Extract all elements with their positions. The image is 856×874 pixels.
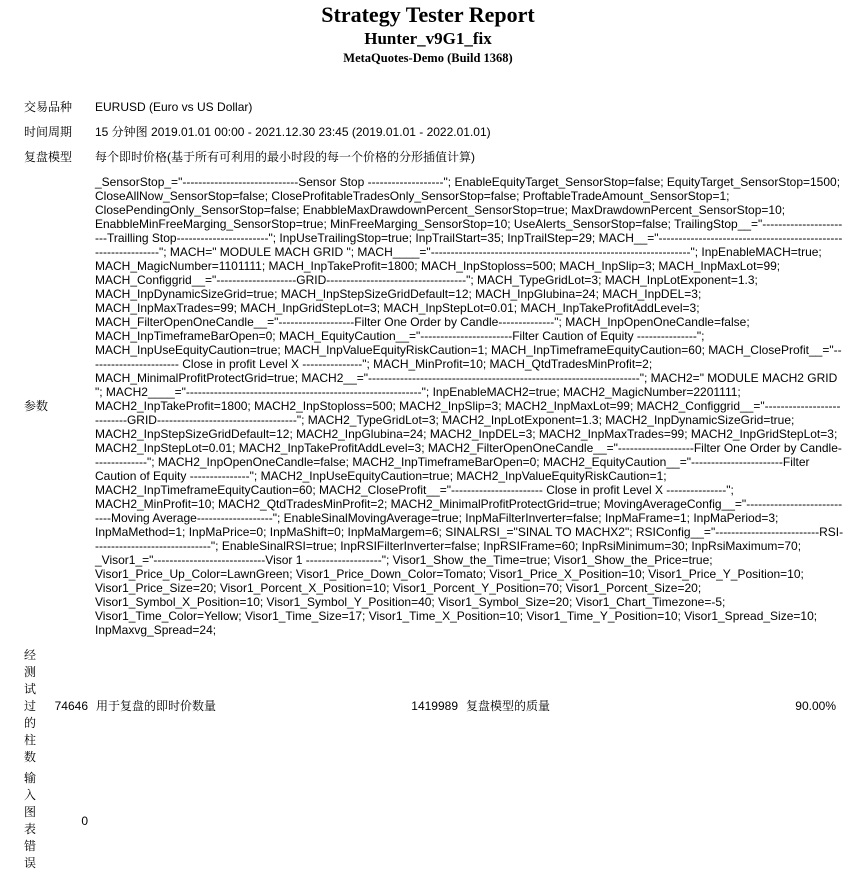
- table-row-parameters: [24, 175, 844, 637]
- model-value: 每个即时价格(基于所有可利用的最小时段的每一个价格的分形插值计算): [95, 150, 475, 164]
- strategy-tester-report: [0, 2, 856, 874]
- chart-errors-value: 0: [81, 813, 88, 828]
- bars-in-test-value: 74646: [54, 699, 88, 713]
- symbol-value: EURUSD (Euro vs US Dollar): [95, 100, 253, 114]
- table-row-chart-errors: [24, 768, 836, 874]
- modelling-quality-value: 90.00%: [795, 699, 836, 713]
- table-row-period: [24, 125, 844, 150]
- empty-cell: [88, 768, 836, 874]
- ticks-modelled-value: 1419989: [411, 699, 458, 713]
- model-label: 复盘模型: [24, 150, 73, 164]
- report-stats-table: [24, 645, 836, 874]
- report-info-table: [24, 100, 844, 637]
- server-build: MetaQuotes-Demo (Build 1368): [343, 51, 513, 65]
- modelling-quality-label: 复盘模型的质量: [466, 699, 551, 713]
- chart-errors-label: 输入图表错误: [24, 771, 37, 870]
- bars-in-test-label: 经测试过的柱数: [24, 648, 37, 764]
- period-value: 15 分钟图 2019.01.01 00:00 - 2021.12.30 23:45 (2019.01.01 - 2022.01.01): [95, 125, 491, 139]
- table-row-model: [24, 150, 844, 175]
- symbol-label: 交易品种: [24, 100, 73, 114]
- ticks-modelled-label: 用于复盘的即时价数量: [96, 699, 217, 713]
- parameters-value: _SensorStop_="-----------------------------Sensor Stop -------------------"; EnableEquityTarget_SensorStop=false; EquityTarget_SensorStop=1500; CloseAllNow_SensorStop=false; CloseProfitableTradesOnly_SensorStop=false; ProftableTradeAmount_SensorStop=1; ClosePendingOnly_SensorStop=false; EnabbleMaxDrawdownPercent_SensorStop=true; MaxDrawdownPercent_SensorStop=10; EnabbleMinFreeMarging_SensorStop=true; MinFreeMarging_SensorStop=10; UseAlerts_SensorStop=false; TrailingStop__="-----------------------Trailling Stop-----------------------"; InpUseTrailingStop=true; InpTrailStart=35; InpTrailStep=29; MACH__="--------------------------------------------------------------"; MACH=" MODULE MACH GRID "; MACH____="-----------------------------------------------------------------"; InpEnableMACH=true; MACH_MagicNumber=1101111; MACH_InpTakeProfit=1800; MACH_InpStoploss=500; MACH_InpSlip=3; MACH_InpMaxLot=99; MACH_Configgrid__="--------------------GRID-----------------------------------"; MACH_TypeGridLot=3; MACH_InpLotExponent=1.3; MACH_InpDynamicSizeGrid=true; MACH_InpStepSizeGridDefault=12; MACH_InpGlubina=24; MACH_InpDEL=3; MACH_InpMaxTrades=99; MACH_InpGridStepLot=3; MACH_InpStepLot=0.01; MACH_InpTakeProfitAddLevel=3; MACH_FilterOpenOneCandle__="-------------------Filter One Order by Candle--------------"; MACH_InpOpenOneCandle=false; MACH_InpTimeframeBarOpen=0; MACH_EquityCaution__="-----------------------Filter Caution of Equity ---------------"; MACH_InpUseEquityCaution=true; MACH_InpValueEquityRiskCaution=1; MACH_InpTimeframeEquityCaution=60; MACH_CloseProfit__="----------------------- Close in profit Level X ---------------"; MACH_MinProfit=10; MACH_QtdTradesMinProfit=2; MACH_MinimalProfitProtectGrid=true; MACH2__="--------------------------------------------------------------------"; MACH2=" MODULE MACH2 GRID "; MACH2____="-----------------------------------------------------------"; InpEnableMACH2=true; MACH2_MagicNumber=2201111; MACH2_InpTakeProfit=1800; MACH2_InpStoploss=500; MACH2_InpSlip=3; MACH2_InpMaxLot=99; MACH2_Configgrid__="---------------------------GRID-----------------------------------"; MACH2_TypeGridLot=3; MACH2_InpLotExponent=1.3; MACH2_InpDynamicSizeGrid=true; MACH2_InpStepSizeGridDefault=12; MACH2_InpGlubina=24; MACH2_InpDEL=3; MACH2_InpMaxTrades=99; MACH2_InpGridStepLot=3; MACH2_InpStepLot=0.01; MACH2_InpTakeProfitAddLevel=3; MACH2_FilterOpenOneCandle__="-------------------Filter One Order by Candle--------------"; MACH2_InpOpenOneCandle=false; MACH2_InpTimeframeBarOpen=0; MACH2_EquityCaution__="-----------------------Filter Caution of Equity ---------------"; MACH2_InpUseEquityCaution=true; MACH2_InpValueEquityRiskCaution=1; MACH2_InpTimeframeEquityCaution=60; MACH2_CloseProfit__="----------------------- Close in profit Level X ---------------"; MACH2_MinProfit=10; MACH2_QtdTradesMinProfit=2; MACH2_MinimalProfitProtectGrid=true; MovingAverageConfig__="----------------------------Moving Average-------------------"; EnableSinalMovingAverage=true; InpMaFilterInverter=false; InpMaFrame=1; InpMaPeriod=3; InpMaMethod=1; InpMaPrice=0; InpMaShift=0; InpMaMargem=6; SINALRSI_="SINAL TO MACHX2"; RSIConfig__="--------------------------RSI------------------------------"; EnableSinalRSI=true; InpRSIFilterInverter=false; InpRSIFrame=60; InpRsiMinimum=30; InpRsiMaximum=70; _Visor1_="----------------------------Visor 1 -------------------"; Visor1_Show_the_Time=true; Visor1_Show_the_Price=true; Visor1_Price_Up_Color=LawnGreen; Visor1_Price_Down_Color=Tomato; Visor1_Price_X_Position=10; Visor1_Price_Y_Position=10; Visor1_Price_Size=20; Visor1_Porcent_X_Position=10; Visor1_Porcent_Y_Position=70; Visor1_Porcent_Size=20; Visor1_Symbol_X_Position=10; Visor1_Symbol_Y_Position=40; Visor1_Symbol_Size=20; Visor1_Chart_Timezone=-5; Visor1_Time_Color=Yellow; Visor1_Time_Size=17; Visor1_Time_X_Position=10; Visor1_Time_Y_Position=10; Visor1_Spread_Size=10; InpMaxvg_Spread=24;: [95, 175, 844, 637]
- expert-name: Hunter_v9G1_fix: [364, 29, 492, 48]
- table-row-quality: [24, 645, 836, 768]
- period-label: 时间周期: [24, 125, 73, 139]
- table-row-symbol: [24, 100, 844, 125]
- parameters-label: 参数: [24, 399, 49, 413]
- page-title: Strategy Tester Report: [321, 2, 535, 27]
